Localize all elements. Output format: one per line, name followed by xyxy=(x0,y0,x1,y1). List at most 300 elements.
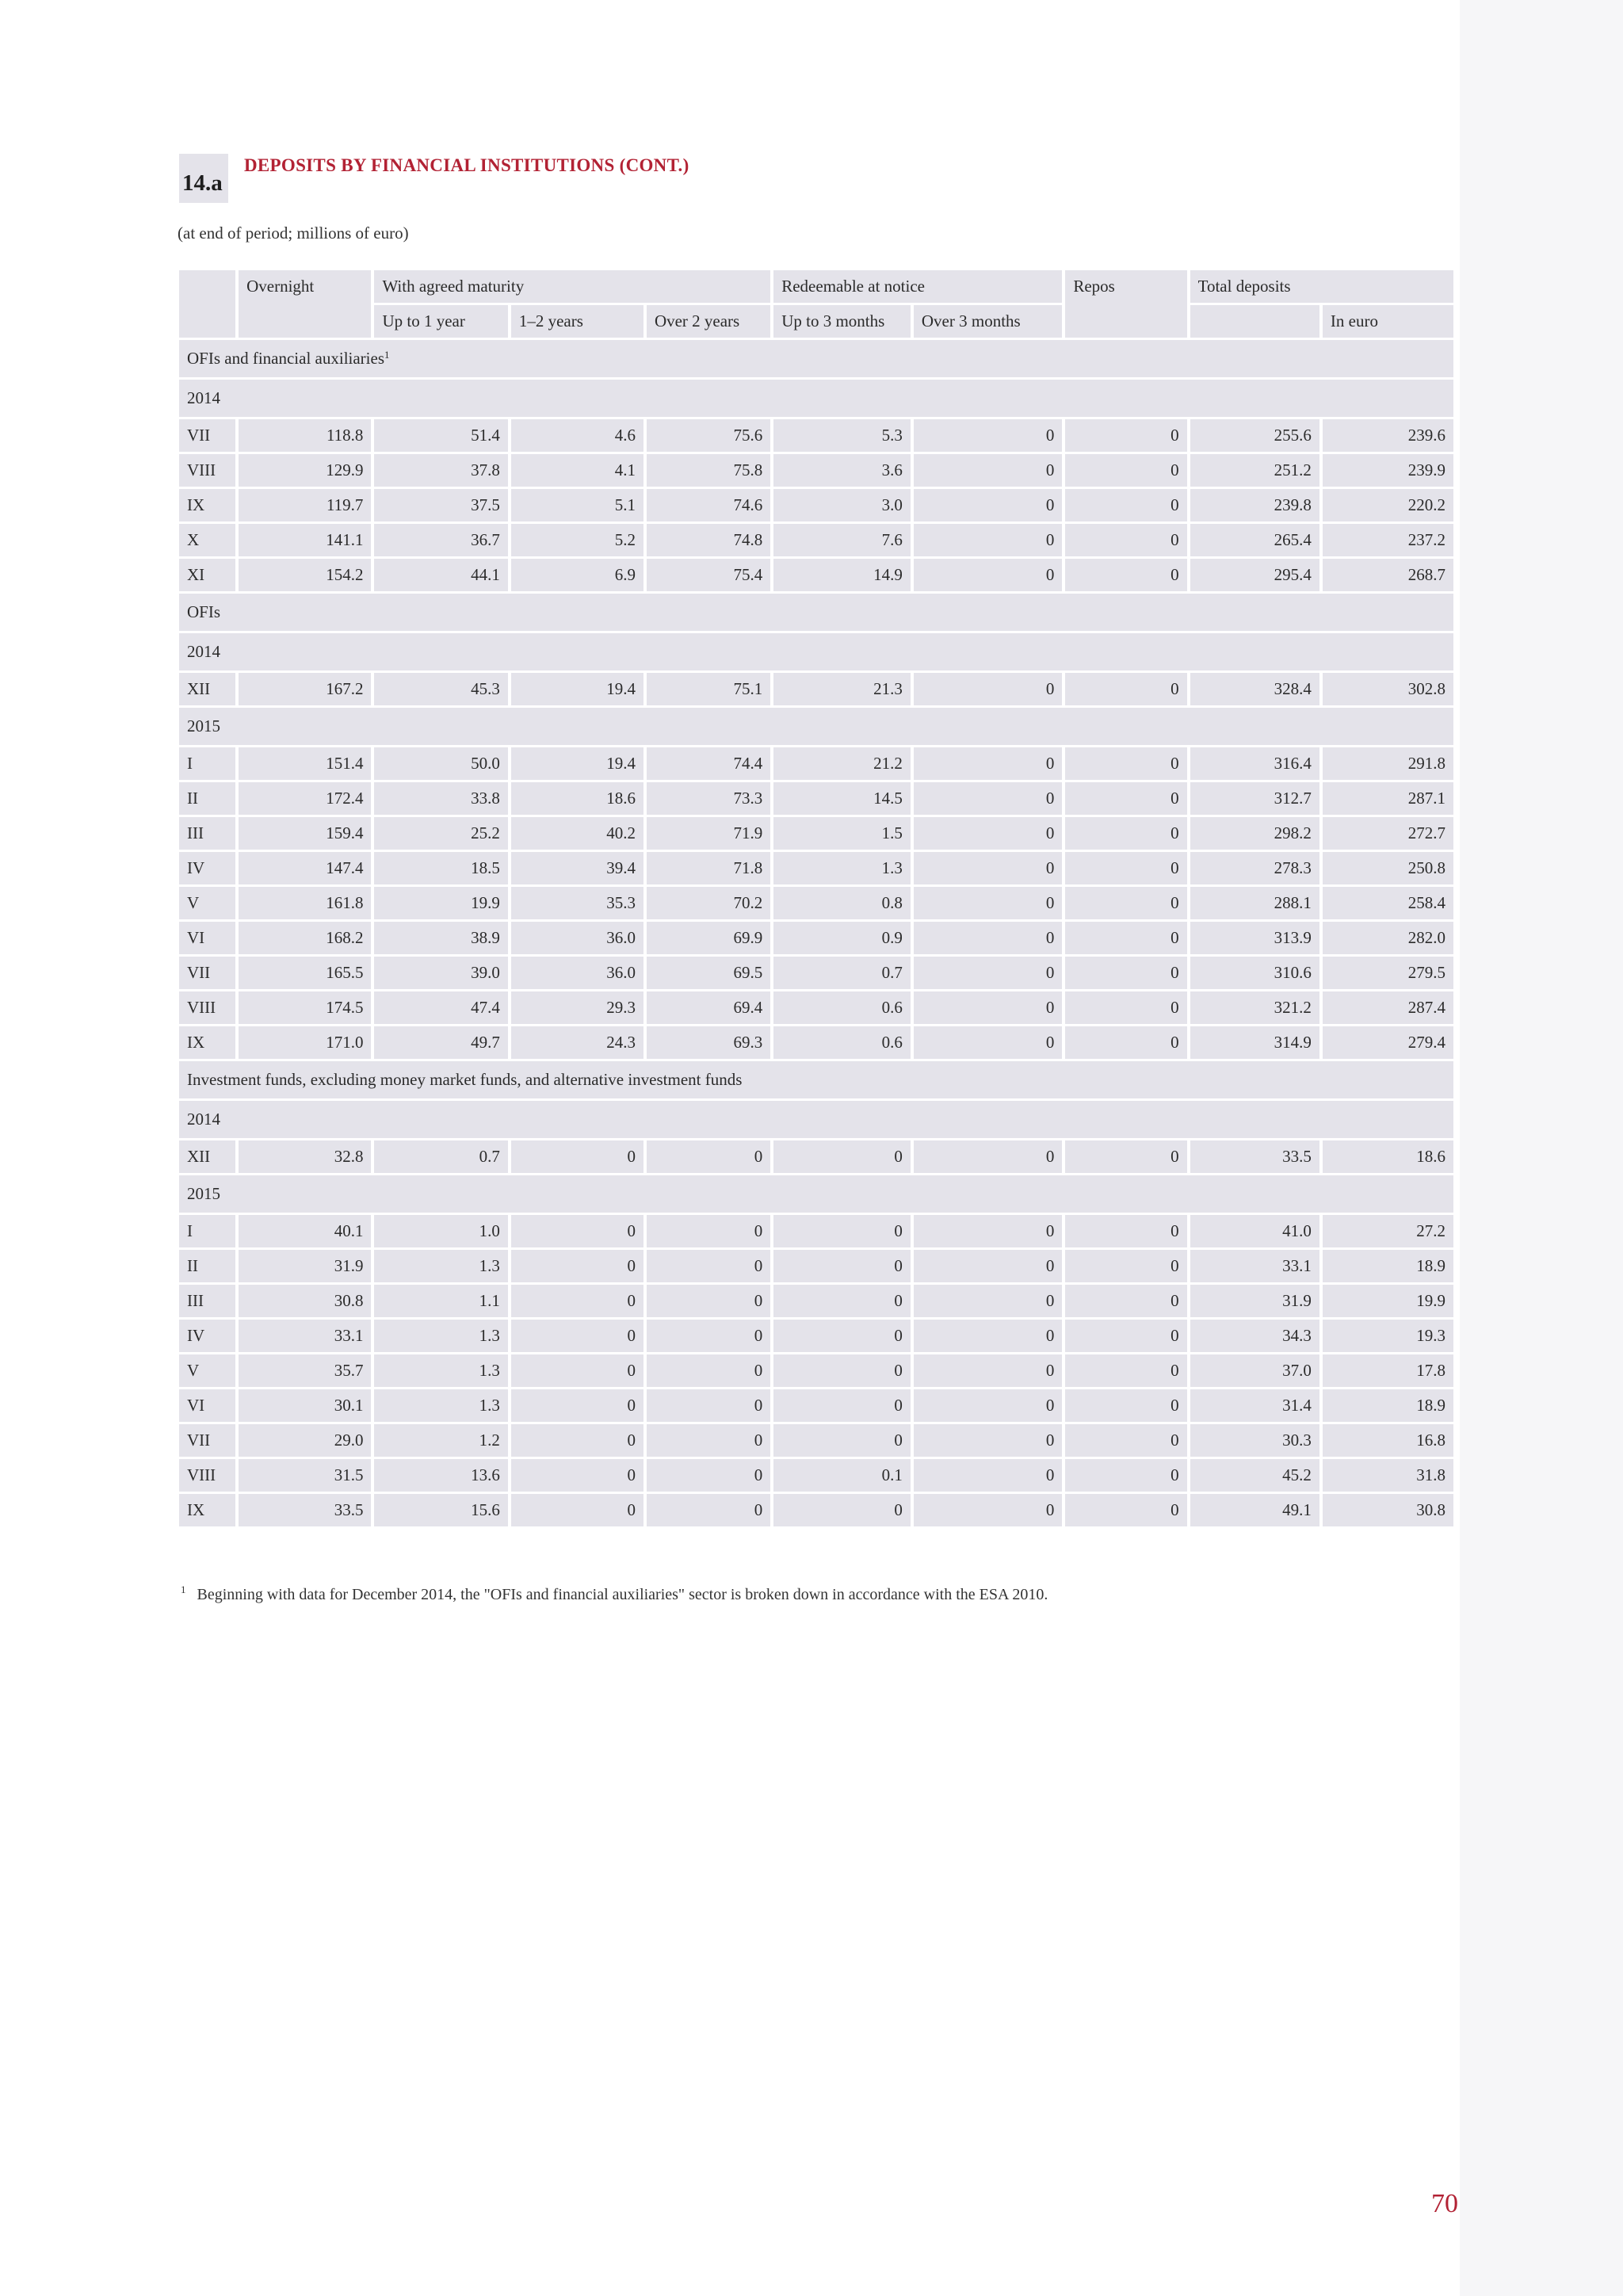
table-cell: 1.0 xyxy=(374,1215,507,1247)
table-cell: 0 xyxy=(511,1285,643,1317)
section-header-row xyxy=(179,594,1453,631)
table-title: DEPOSITS BY FINANCIAL INSTITUTIONS (CONT.) xyxy=(244,155,689,175)
table-cell: 171.0 xyxy=(239,1026,371,1059)
section-label-text: OFIs and financial auxiliaries xyxy=(187,349,385,368)
table-cell: 0 xyxy=(1065,782,1186,815)
month-label: V xyxy=(179,887,235,919)
table-row xyxy=(179,782,1453,815)
month-label: IX xyxy=(179,489,235,521)
table-cell: 0.6 xyxy=(773,1026,911,1059)
year-row xyxy=(179,1175,1453,1213)
table-cell: 0 xyxy=(914,489,1062,521)
year-row xyxy=(179,708,1453,745)
table-cell: 0 xyxy=(1065,1215,1186,1247)
table-cell: 310.6 xyxy=(1190,957,1319,989)
table-row xyxy=(179,1354,1453,1387)
table-cell: 0 xyxy=(511,1494,643,1526)
table-cell: 0 xyxy=(1065,1320,1186,1352)
table-cell: 0 xyxy=(773,1389,911,1422)
table-cell: 34.3 xyxy=(1190,1320,1319,1352)
table-cell: 161.8 xyxy=(239,887,371,919)
table-cell: 0 xyxy=(914,1424,1062,1457)
table-cell: 30.8 xyxy=(1323,1494,1453,1526)
table-cell: 39.4 xyxy=(511,852,643,884)
table-cell: 19.4 xyxy=(511,673,643,705)
table-cell: 50.0 xyxy=(374,747,507,780)
table-cell: 13.6 xyxy=(374,1459,507,1492)
table-cell: 0 xyxy=(914,524,1062,556)
table-cell: 33.5 xyxy=(1190,1140,1319,1173)
table-cell: 5.2 xyxy=(511,524,643,556)
table-cell: 291.8 xyxy=(1323,747,1453,780)
table-cell: 69.4 xyxy=(647,991,770,1024)
section-label-text: OFIs xyxy=(187,602,221,621)
table-cell: 0 xyxy=(647,1389,770,1422)
col-agreed-maturity: With agreed maturity xyxy=(374,270,770,303)
footnote xyxy=(181,1584,1048,1604)
table-cell: 118.8 xyxy=(239,419,371,452)
table-cell: 74.8 xyxy=(647,524,770,556)
table-cell: 316.4 xyxy=(1190,747,1319,780)
table-cell: 18.6 xyxy=(511,782,643,815)
table-cell: 74.4 xyxy=(647,747,770,780)
table-cell: 0 xyxy=(1065,747,1186,780)
table-cell: 0.7 xyxy=(773,957,911,989)
table-cell: 29.0 xyxy=(239,1424,371,1457)
table-cell: 69.9 xyxy=(647,922,770,954)
year-label: 2014 xyxy=(179,633,1453,670)
table-cell: 4.6 xyxy=(511,419,643,452)
table-cell: 0 xyxy=(647,1424,770,1457)
table-cell: 288.1 xyxy=(1190,887,1319,919)
section-header-row xyxy=(179,1061,1453,1098)
section-label xyxy=(179,1061,1453,1098)
table-cell: 1.3 xyxy=(374,1354,507,1387)
table-cell: 0 xyxy=(1065,524,1186,556)
table-cell: 36.7 xyxy=(374,524,507,556)
page-margin-shade xyxy=(1460,0,1623,2296)
month-label: IV xyxy=(179,1320,235,1352)
col-1-2-years: 1–2 years xyxy=(511,305,643,338)
table-cell: 45.2 xyxy=(1190,1459,1319,1492)
table-cell: 18.9 xyxy=(1323,1250,1453,1282)
table-cell: 255.6 xyxy=(1190,419,1319,452)
table-cell: 4.1 xyxy=(511,454,643,487)
table-cell: 33.5 xyxy=(239,1494,371,1526)
col-over-3-months: Over 3 months xyxy=(914,305,1062,338)
table-cell: 0 xyxy=(914,419,1062,452)
table-cell: 168.2 xyxy=(239,922,371,954)
year-label: 2015 xyxy=(179,708,1453,745)
table-cell: 0 xyxy=(773,1354,911,1387)
table-cell: 0 xyxy=(1065,1250,1186,1282)
month-label: IV xyxy=(179,852,235,884)
table-cell: 14.5 xyxy=(773,782,911,815)
table-row xyxy=(179,1285,1453,1317)
table-cell: 35.7 xyxy=(239,1354,371,1387)
month-label: XI xyxy=(179,559,235,591)
footnote-text: Beginning with data for December 2014, the "OFIs and financial auxiliaries" sector is broken down in accordance with the ESA 2010. xyxy=(197,1586,1048,1603)
table-cell: 0 xyxy=(647,1459,770,1492)
table-cell: 272.7 xyxy=(1323,817,1453,850)
page-number: 70 xyxy=(1431,2189,1458,2218)
table-cell: 44.1 xyxy=(374,559,507,591)
section-label xyxy=(179,340,1453,377)
table-cell: 0 xyxy=(773,1285,911,1317)
month-label: V xyxy=(179,1354,235,1387)
table-cell: 287.4 xyxy=(1323,991,1453,1024)
table-cell: 6.9 xyxy=(511,559,643,591)
table-cell: 0 xyxy=(914,1140,1062,1173)
year-row xyxy=(179,633,1453,670)
table-cell: 0 xyxy=(914,957,1062,989)
table-cell: 265.4 xyxy=(1190,524,1319,556)
table-cell: 0 xyxy=(773,1140,911,1173)
table-cell: 0 xyxy=(914,852,1062,884)
table-cell: 0 xyxy=(511,1250,643,1282)
table-cell: 1.3 xyxy=(374,1320,507,1352)
table-row xyxy=(179,1459,1453,1492)
table-cell: 0 xyxy=(1065,991,1186,1024)
table-number: 14.a xyxy=(179,154,228,203)
table-row xyxy=(179,1250,1453,1282)
table-cell: 268.7 xyxy=(1323,559,1453,591)
table-cell: 0 xyxy=(914,1250,1062,1282)
table-cell: 25.2 xyxy=(374,817,507,850)
table-cell: 33.1 xyxy=(239,1320,371,1352)
col-total: Total deposits xyxy=(1190,270,1453,303)
table-cell: 1.5 xyxy=(773,817,911,850)
table-cell: 129.9 xyxy=(239,454,371,487)
table-cell: 15.6 xyxy=(374,1494,507,1526)
year-label: 2014 xyxy=(179,380,1453,417)
table-cell: 35.3 xyxy=(511,887,643,919)
table-cell: 21.3 xyxy=(773,673,911,705)
table-cell: 313.9 xyxy=(1190,922,1319,954)
month-label: III xyxy=(179,817,235,850)
year-label: 2015 xyxy=(179,1175,1453,1213)
table-row xyxy=(179,747,1453,780)
section-label-text: Investment funds, excluding money market funds, and alternative investment funds xyxy=(187,1070,743,1089)
table-cell: 18.6 xyxy=(1323,1140,1453,1173)
table-cell: 0 xyxy=(914,817,1062,850)
table-cell: 0 xyxy=(914,922,1062,954)
table-cell: 39.0 xyxy=(374,957,507,989)
table-cell: 18.5 xyxy=(374,852,507,884)
table-cell: 75.6 xyxy=(647,419,770,452)
year-row xyxy=(179,380,1453,417)
table-cell: 36.0 xyxy=(511,922,643,954)
table-row xyxy=(179,1026,1453,1059)
table-row xyxy=(179,852,1453,884)
month-label: VI xyxy=(179,922,235,954)
table-cell: 45.3 xyxy=(374,673,507,705)
table-cell: 33.1 xyxy=(1190,1250,1319,1282)
table-cell: 27.2 xyxy=(1323,1215,1453,1247)
table-cell: 1.1 xyxy=(374,1285,507,1317)
table-cell: 0.9 xyxy=(773,922,911,954)
table-cell: 19.3 xyxy=(1323,1320,1453,1352)
table-cell: 49.1 xyxy=(1190,1494,1319,1526)
table-cell: 71.8 xyxy=(647,852,770,884)
table-row xyxy=(179,489,1453,521)
table-cell: 32.8 xyxy=(239,1140,371,1173)
table-cell: 14.9 xyxy=(773,559,911,591)
table-cell: 0 xyxy=(647,1494,770,1526)
table-cell: 0 xyxy=(1065,454,1186,487)
table-cell: 0 xyxy=(914,1459,1062,1492)
table-cell: 0 xyxy=(773,1494,911,1526)
table-cell: 165.5 xyxy=(239,957,371,989)
table-cell: 3.6 xyxy=(773,454,911,487)
table-row xyxy=(179,559,1453,591)
table-cell: 0 xyxy=(914,1026,1062,1059)
month-label: IX xyxy=(179,1494,235,1526)
table-cell: 0 xyxy=(914,1320,1062,1352)
table-cell: 314.9 xyxy=(1190,1026,1319,1059)
table-cell: 0 xyxy=(1065,1354,1186,1387)
table-cell: 75.1 xyxy=(647,673,770,705)
table-cell: 0 xyxy=(914,747,1062,780)
table-cell: 0 xyxy=(1065,852,1186,884)
table-row xyxy=(179,991,1453,1024)
col-up-to-3-months: Up to 3 months xyxy=(773,305,911,338)
table-cell: 37.5 xyxy=(374,489,507,521)
table-row xyxy=(179,454,1453,487)
table-cell: 40.2 xyxy=(511,817,643,850)
table-cell: 0 xyxy=(773,1320,911,1352)
table-cell: 1.3 xyxy=(374,1250,507,1282)
month-label: II xyxy=(179,1250,235,1282)
month-label: IX xyxy=(179,1026,235,1059)
table-cell: 0 xyxy=(511,1459,643,1492)
table-cell: 0 xyxy=(511,1424,643,1457)
table-row xyxy=(179,1140,1453,1173)
table-cell: 0 xyxy=(511,1389,643,1422)
table-cell: 31.9 xyxy=(1190,1285,1319,1317)
table-cell: 250.8 xyxy=(1323,852,1453,884)
month-label: I xyxy=(179,1215,235,1247)
table-cell: 0 xyxy=(647,1354,770,1387)
table-cell: 36.0 xyxy=(511,957,643,989)
col-total-blank xyxy=(1190,305,1319,338)
month-label: VII xyxy=(179,957,235,989)
table-cell: 70.2 xyxy=(647,887,770,919)
table-cell: 154.2 xyxy=(239,559,371,591)
table-cell: 29.3 xyxy=(511,991,643,1024)
table-subtitle: (at end of period; millions of euro) xyxy=(178,223,409,243)
table-cell: 239.6 xyxy=(1323,419,1453,452)
table-row xyxy=(179,1424,1453,1457)
table-cell: 282.0 xyxy=(1323,922,1453,954)
table-cell: 279.5 xyxy=(1323,957,1453,989)
table-cell: 251.2 xyxy=(1190,454,1319,487)
deposits-table xyxy=(176,268,1457,1529)
corner-cell xyxy=(179,270,235,338)
table-cell: 0 xyxy=(914,782,1062,815)
year-label: 2014 xyxy=(179,1101,1453,1138)
table-row xyxy=(179,817,1453,850)
footnote-reference: 1 xyxy=(384,349,390,361)
table-row xyxy=(179,1320,1453,1352)
table-cell: 18.9 xyxy=(1323,1389,1453,1422)
month-label: VII xyxy=(179,419,235,452)
table-row xyxy=(179,1389,1453,1422)
month-label: XII xyxy=(179,673,235,705)
table-cell: 33.8 xyxy=(374,782,507,815)
table-cell: 159.4 xyxy=(239,817,371,850)
month-label: VIII xyxy=(179,454,235,487)
table-cell: 298.2 xyxy=(1190,817,1319,850)
table-cell: 0 xyxy=(914,1285,1062,1317)
table-cell: 0 xyxy=(1065,1424,1186,1457)
table-cell: 3.0 xyxy=(773,489,911,521)
table-cell: 167.2 xyxy=(239,673,371,705)
table-cell: 1.3 xyxy=(773,852,911,884)
table-cell: 1.2 xyxy=(374,1424,507,1457)
table-cell: 151.4 xyxy=(239,747,371,780)
table-cell: 75.8 xyxy=(647,454,770,487)
table-cell: 0 xyxy=(1065,1285,1186,1317)
table-cell: 41.0 xyxy=(1190,1215,1319,1247)
col-up-to-1-year: Up to 1 year xyxy=(374,305,507,338)
month-label: I xyxy=(179,747,235,780)
col-repos: Repos xyxy=(1065,270,1186,338)
table-row xyxy=(179,524,1453,556)
table-cell: 220.2 xyxy=(1323,489,1453,521)
table-cell: 0 xyxy=(914,1354,1062,1387)
section-label xyxy=(179,594,1453,631)
table-cell: 0.8 xyxy=(773,887,911,919)
col-redeemable: Redeemable at notice xyxy=(773,270,1062,303)
table-cell: 1.3 xyxy=(374,1389,507,1422)
table-cell: 0 xyxy=(773,1424,911,1457)
table-cell: 31.9 xyxy=(239,1250,371,1282)
table-cell: 0 xyxy=(914,887,1062,919)
table-cell: 174.5 xyxy=(239,991,371,1024)
table-row xyxy=(179,957,1453,989)
table-cell: 141.1 xyxy=(239,524,371,556)
month-label: X xyxy=(179,524,235,556)
table-cell: 40.1 xyxy=(239,1215,371,1247)
table-cell: 0 xyxy=(773,1215,911,1247)
table-cell: 69.5 xyxy=(647,957,770,989)
table-cell: 38.9 xyxy=(374,922,507,954)
table-cell: 47.4 xyxy=(374,991,507,1024)
table-cell: 0 xyxy=(1065,419,1186,452)
month-label: VIII xyxy=(179,1459,235,1492)
table-cell: 0 xyxy=(647,1140,770,1173)
table-cell: 16.8 xyxy=(1323,1424,1453,1457)
table-cell: 321.2 xyxy=(1190,991,1319,1024)
table-cell: 295.4 xyxy=(1190,559,1319,591)
col-in-euro: In euro xyxy=(1323,305,1453,338)
year-row xyxy=(179,1101,1453,1138)
table-cell: 0 xyxy=(1065,887,1186,919)
table-cell: 0.7 xyxy=(374,1140,507,1173)
table-cell: 0 xyxy=(511,1215,643,1247)
section-header-row xyxy=(179,340,1453,377)
table-cell: 51.4 xyxy=(374,419,507,452)
table-cell: 237.2 xyxy=(1323,524,1453,556)
table-cell: 37.8 xyxy=(374,454,507,487)
footnote-mark: 1 xyxy=(181,1584,186,1595)
table-cell: 19.9 xyxy=(1323,1285,1453,1317)
table-cell: 0 xyxy=(511,1140,643,1173)
table-cell: 0 xyxy=(1065,817,1186,850)
table-row xyxy=(179,1494,1453,1526)
table-cell: 0 xyxy=(1065,922,1186,954)
table-row xyxy=(179,673,1453,705)
table-cell: 24.3 xyxy=(511,1026,643,1059)
table-cell: 0 xyxy=(647,1215,770,1247)
table-cell: 287.1 xyxy=(1323,782,1453,815)
table-cell: 0 xyxy=(1065,1459,1186,1492)
table-cell: 279.4 xyxy=(1323,1026,1453,1059)
table-cell: 147.4 xyxy=(239,852,371,884)
table-cell: 0 xyxy=(914,1494,1062,1526)
table-cell: 0 xyxy=(511,1354,643,1387)
table-row xyxy=(179,419,1453,452)
table-cell: 30.3 xyxy=(1190,1424,1319,1457)
month-label: VIII xyxy=(179,991,235,1024)
table-cell: 17.8 xyxy=(1323,1354,1453,1387)
table-cell: 278.3 xyxy=(1190,852,1319,884)
table-cell: 69.3 xyxy=(647,1026,770,1059)
table-cell: 239.9 xyxy=(1323,454,1453,487)
table-cell: 37.0 xyxy=(1190,1354,1319,1387)
table-body xyxy=(179,340,1453,1526)
table-cell: 0 xyxy=(1065,957,1186,989)
table-cell: 5.3 xyxy=(773,419,911,452)
table-cell: 0.1 xyxy=(773,1459,911,1492)
table-cell: 0 xyxy=(1065,1026,1186,1059)
table-cell: 0 xyxy=(1065,489,1186,521)
table-cell: 71.9 xyxy=(647,817,770,850)
table-cell: 172.4 xyxy=(239,782,371,815)
month-label: XII xyxy=(179,1140,235,1173)
table-cell: 0 xyxy=(647,1250,770,1282)
table-cell: 0.6 xyxy=(773,991,911,1024)
table-cell: 0 xyxy=(647,1320,770,1352)
table-cell: 328.4 xyxy=(1190,673,1319,705)
table-cell: 0 xyxy=(773,1250,911,1282)
month-label: III xyxy=(179,1285,235,1317)
table-cell: 0 xyxy=(511,1320,643,1352)
table-cell: 5.1 xyxy=(511,489,643,521)
table-cell: 21.2 xyxy=(773,747,911,780)
table-cell: 0 xyxy=(914,991,1062,1024)
table-cell: 0 xyxy=(647,1285,770,1317)
table-cell: 0 xyxy=(914,673,1062,705)
table-cell: 30.1 xyxy=(239,1389,371,1422)
table-cell: 0 xyxy=(914,1215,1062,1247)
table-row xyxy=(179,1215,1453,1247)
table-cell: 0 xyxy=(1065,1494,1186,1526)
table-cell: 31.4 xyxy=(1190,1389,1319,1422)
table-cell: 0 xyxy=(1065,673,1186,705)
table-row xyxy=(179,922,1453,954)
table-cell: 74.6 xyxy=(647,489,770,521)
table-cell: 302.8 xyxy=(1323,673,1453,705)
col-over-2-years: Over 2 years xyxy=(647,305,770,338)
table-cell: 31.5 xyxy=(239,1459,371,1492)
table-cell: 49.7 xyxy=(374,1026,507,1059)
table-cell: 0 xyxy=(914,559,1062,591)
table-cell: 119.7 xyxy=(239,489,371,521)
table-cell: 0 xyxy=(914,454,1062,487)
table-cell: 73.3 xyxy=(647,782,770,815)
